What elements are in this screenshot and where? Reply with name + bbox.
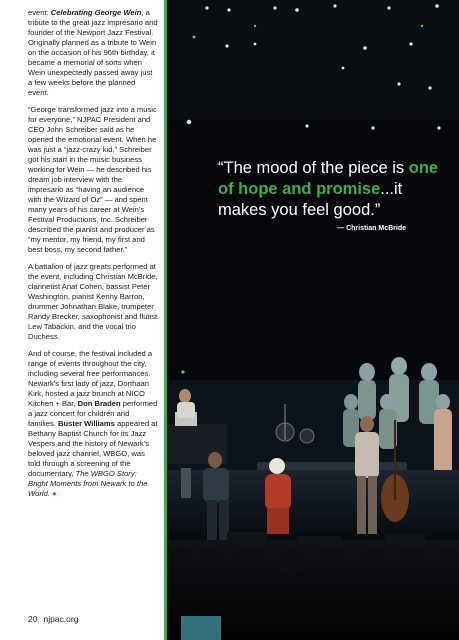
p1-rest: , a tribute to the great jazz impresario and founder of the Newport Jazz Festival. Originally planned as a tribute to Wein on the occasion of his 96th birthday, it became a memorial of sorts when Wein unexpectedly passed away just a few weeks before the planned event. (28, 8, 158, 97)
paragraph-4 (28, 349, 158, 499)
quote-highlight: one of hope and promise (218, 159, 439, 198)
name-don-braden: Don Braden (77, 399, 121, 408)
film-title: The WBGO Story: Bright Moments from Newark to the World. (28, 469, 148, 498)
pull-quote (218, 158, 448, 232)
concert-stage-illustration (167, 0, 459, 640)
quote-attribution: — Christian McBride (337, 225, 406, 232)
folio (28, 614, 84, 624)
quote-part-2: ...it makes you feel good.” (218, 180, 403, 219)
paragraph-3: A battalion of jazz greats performed at the event, including Christian McBride, clarinetist Anat Cohen, bassist Peter Washington, pianist Kenny Barron, drummer Johnathan Blake, trumpeter Randy Brecker, saxophonist and flutist Lew Tabackin, and the vocal trio Duchess. (28, 262, 158, 341)
end-mark: ● (52, 489, 57, 498)
site-url: njpac.org (43, 614, 79, 624)
concert-photo (167, 0, 459, 640)
name-buster-williams: Buster Williams (57, 419, 115, 428)
paragraph-2: “George transformed jazz into a music for everyone,” NJPAC President and CEO John Schreiber said as he opened the emotional event. When he was just a “jazz-crazy kid,” Schreiber got his start in the music business working for Wein — he described his dream job interview with the impresario as “having an audience with the Wizard of Oz” — and spent many years of his career at Wein’s Festival Productions, Inc. Schreiber described the pianist and producer as “my mentor, my friend, my first and best boss, my second father.” (28, 105, 157, 254)
quote-part-1: “The mood of the piece is (218, 159, 409, 177)
article-column (0, 0, 160, 640)
p4-c: appeared at Bethany Baptist Church for its Jazz Vespers and the history of Newark’s beloved jazz channel, WBGO, was told through a screening of the documentary, (28, 419, 158, 478)
p1-lead: event: (28, 8, 51, 17)
event-title: Celebrating George Wein (50, 8, 142, 17)
rigging-truss (167, 0, 459, 120)
pull-quote-text (218, 158, 448, 221)
p4-a: And of course, the festival included a range of events throughout the city, including several free performances. Newark’s first lady of jazz, Dorthaan Kirk, hosted a jazz brunch at NICO Kitchen + Bar, (28, 349, 153, 408)
exit-screen-glow (181, 616, 221, 640)
page-number: 20 (28, 614, 38, 624)
article-body (28, 8, 158, 506)
paragraph-1 (28, 8, 158, 98)
p4-b: performed a jazz concert for children and families. (28, 399, 158, 428)
